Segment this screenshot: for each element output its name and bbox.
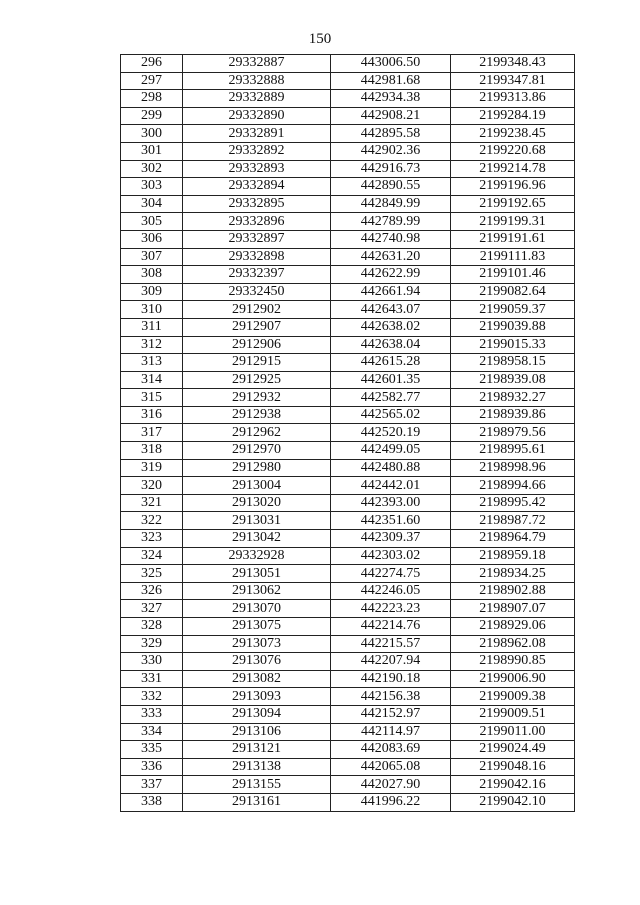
x-coordinate-cell: 442789.99 [331, 213, 451, 231]
x-coordinate-cell: 442114.97 [331, 723, 451, 741]
x-coordinate-cell: 442916.73 [331, 160, 451, 178]
point-id-cell: 29332898 [183, 248, 331, 266]
point-id-cell: 2912962 [183, 424, 331, 442]
point-id-cell: 2913155 [183, 776, 331, 794]
table-row [121, 600, 575, 618]
row-index-cell: 324 [121, 547, 183, 565]
y-coordinate-cell: 2198964.79 [451, 530, 575, 548]
row-index-cell: 314 [121, 371, 183, 389]
x-coordinate-cell: 442601.35 [331, 371, 451, 389]
point-id-cell: 29332450 [183, 283, 331, 301]
row-index-cell: 326 [121, 582, 183, 600]
table-row [121, 266, 575, 284]
row-index-cell: 300 [121, 125, 183, 143]
y-coordinate-cell: 2199042.16 [451, 776, 575, 794]
x-coordinate-cell: 442902.36 [331, 142, 451, 160]
y-coordinate-cell: 2199042.10 [451, 793, 575, 811]
point-id-cell: 29332897 [183, 230, 331, 248]
point-id-cell: 2912970 [183, 442, 331, 460]
point-id-cell: 29332888 [183, 72, 331, 90]
row-index-cell: 320 [121, 477, 183, 495]
x-coordinate-cell: 442895.58 [331, 125, 451, 143]
point-id-cell: 2913070 [183, 600, 331, 618]
point-id-cell: 2913161 [183, 793, 331, 811]
y-coordinate-cell: 2198959.18 [451, 547, 575, 565]
point-id-cell: 29332887 [183, 55, 331, 73]
point-id-cell: 2912980 [183, 459, 331, 477]
point-id-cell: 2913121 [183, 741, 331, 759]
x-coordinate-cell: 442582.77 [331, 389, 451, 407]
row-index-cell: 328 [121, 618, 183, 636]
row-index-cell: 304 [121, 195, 183, 213]
y-coordinate-cell: 2198939.08 [451, 371, 575, 389]
table-row [121, 371, 575, 389]
x-coordinate-cell: 442849.99 [331, 195, 451, 213]
y-coordinate-cell: 2198995.61 [451, 442, 575, 460]
x-coordinate-cell: 442351.60 [331, 512, 451, 530]
point-id-cell: 2913093 [183, 688, 331, 706]
row-index-cell: 306 [121, 230, 183, 248]
row-index-cell: 321 [121, 494, 183, 512]
row-index-cell: 308 [121, 266, 183, 284]
x-coordinate-cell: 442156.38 [331, 688, 451, 706]
point-id-cell: 2913075 [183, 618, 331, 636]
point-id-cell: 2912938 [183, 406, 331, 424]
y-coordinate-cell: 2199111.83 [451, 248, 575, 266]
row-index-cell: 301 [121, 142, 183, 160]
y-coordinate-cell: 2198902.88 [451, 582, 575, 600]
point-id-cell: 2913094 [183, 705, 331, 723]
x-coordinate-cell: 442207.94 [331, 653, 451, 671]
y-coordinate-cell: 2198979.56 [451, 424, 575, 442]
table-row [121, 565, 575, 583]
x-coordinate-cell: 442520.19 [331, 424, 451, 442]
point-id-cell: 2912906 [183, 336, 331, 354]
row-index-cell: 325 [121, 565, 183, 583]
y-coordinate-cell: 2199284.19 [451, 107, 575, 125]
y-coordinate-cell: 2199015.33 [451, 336, 575, 354]
row-index-cell: 315 [121, 389, 183, 407]
table-row [121, 406, 575, 424]
point-id-cell: 29332895 [183, 195, 331, 213]
x-coordinate-cell: 442622.99 [331, 266, 451, 284]
y-coordinate-cell: 2199006.90 [451, 670, 575, 688]
table-row [121, 107, 575, 125]
table-row [121, 424, 575, 442]
x-coordinate-cell: 441996.22 [331, 793, 451, 811]
y-coordinate-cell: 2198990.85 [451, 653, 575, 671]
x-coordinate-cell: 443006.50 [331, 55, 451, 73]
row-index-cell: 329 [121, 635, 183, 653]
point-id-cell: 29332896 [183, 213, 331, 231]
row-index-cell: 319 [121, 459, 183, 477]
x-coordinate-cell: 442152.97 [331, 705, 451, 723]
row-index-cell: 332 [121, 688, 183, 706]
x-coordinate-cell: 442303.02 [331, 547, 451, 565]
row-index-cell: 338 [121, 793, 183, 811]
table-row [121, 477, 575, 495]
y-coordinate-cell: 2199101.46 [451, 266, 575, 284]
table-row [121, 670, 575, 688]
y-coordinate-cell: 2199214.78 [451, 160, 575, 178]
y-coordinate-cell: 2198939.86 [451, 406, 575, 424]
x-coordinate-cell: 442309.37 [331, 530, 451, 548]
table-row [121, 248, 575, 266]
row-index-cell: 330 [121, 653, 183, 671]
point-id-cell: 2913042 [183, 530, 331, 548]
row-index-cell: 317 [121, 424, 183, 442]
table-row [121, 618, 575, 636]
row-index-cell: 299 [121, 107, 183, 125]
table-row [121, 688, 575, 706]
y-coordinate-cell: 2199082.64 [451, 283, 575, 301]
row-index-cell: 327 [121, 600, 183, 618]
y-coordinate-cell: 2199348.43 [451, 55, 575, 73]
coordinates-table-body [121, 55, 575, 812]
table-row [121, 741, 575, 759]
y-coordinate-cell: 2198929.06 [451, 618, 575, 636]
table-row [121, 160, 575, 178]
point-id-cell: 2912925 [183, 371, 331, 389]
point-id-cell: 2913062 [183, 582, 331, 600]
table-row [121, 459, 575, 477]
row-index-cell: 331 [121, 670, 183, 688]
y-coordinate-cell: 2199039.88 [451, 318, 575, 336]
point-id-cell: 29332894 [183, 178, 331, 196]
row-index-cell: 334 [121, 723, 183, 741]
table-row [121, 72, 575, 90]
x-coordinate-cell: 442065.08 [331, 758, 451, 776]
table-row [121, 55, 575, 73]
x-coordinate-cell: 442661.94 [331, 283, 451, 301]
x-coordinate-cell: 442631.20 [331, 248, 451, 266]
table-row [121, 793, 575, 811]
table-row [121, 635, 575, 653]
x-coordinate-cell: 442638.02 [331, 318, 451, 336]
y-coordinate-cell: 2198994.66 [451, 477, 575, 495]
y-coordinate-cell: 2199192.65 [451, 195, 575, 213]
point-id-cell: 29332891 [183, 125, 331, 143]
table-row [121, 336, 575, 354]
y-coordinate-cell: 2199024.49 [451, 741, 575, 759]
table-row [121, 389, 575, 407]
row-index-cell: 313 [121, 354, 183, 372]
table-row [121, 776, 575, 794]
x-coordinate-cell: 442890.55 [331, 178, 451, 196]
x-coordinate-cell: 442214.76 [331, 618, 451, 636]
point-id-cell: 2912902 [183, 301, 331, 319]
row-index-cell: 336 [121, 758, 183, 776]
x-coordinate-cell: 442499.05 [331, 442, 451, 460]
x-coordinate-cell: 442740.98 [331, 230, 451, 248]
x-coordinate-cell: 442274.75 [331, 565, 451, 583]
x-coordinate-cell: 442565.02 [331, 406, 451, 424]
row-index-cell: 323 [121, 530, 183, 548]
y-coordinate-cell: 2199238.45 [451, 125, 575, 143]
table-row [121, 354, 575, 372]
coordinates-table [120, 54, 575, 812]
y-coordinate-cell: 2198998.96 [451, 459, 575, 477]
table-row [121, 653, 575, 671]
row-index-cell: 303 [121, 178, 183, 196]
table-row [121, 283, 575, 301]
row-index-cell: 335 [121, 741, 183, 759]
row-index-cell: 318 [121, 442, 183, 460]
x-coordinate-cell: 442393.00 [331, 494, 451, 512]
table-row [121, 530, 575, 548]
point-id-cell: 29332889 [183, 90, 331, 108]
table-row [121, 301, 575, 319]
row-index-cell: 297 [121, 72, 183, 90]
point-id-cell: 29332397 [183, 266, 331, 284]
table-row [121, 442, 575, 460]
point-id-cell: 2913138 [183, 758, 331, 776]
table-row [121, 582, 575, 600]
y-coordinate-cell: 2198932.27 [451, 389, 575, 407]
page-number: 150 [308, 31, 332, 47]
y-coordinate-cell: 2199347.81 [451, 72, 575, 90]
table-row [121, 195, 575, 213]
point-id-cell: 2913076 [183, 653, 331, 671]
row-index-cell: 333 [121, 705, 183, 723]
y-coordinate-cell: 2199196.96 [451, 178, 575, 196]
x-coordinate-cell: 442615.28 [331, 354, 451, 372]
row-index-cell: 310 [121, 301, 183, 319]
row-index-cell: 302 [121, 160, 183, 178]
point-id-cell: 2913020 [183, 494, 331, 512]
table-row [121, 230, 575, 248]
x-coordinate-cell: 442638.04 [331, 336, 451, 354]
point-id-cell: 2913031 [183, 512, 331, 530]
y-coordinate-cell: 2198995.42 [451, 494, 575, 512]
point-id-cell: 29332928 [183, 547, 331, 565]
point-id-cell: 2913004 [183, 477, 331, 495]
y-coordinate-cell: 2199199.31 [451, 213, 575, 231]
row-index-cell: 337 [121, 776, 183, 794]
table-row [121, 547, 575, 565]
table-row [121, 90, 575, 108]
row-index-cell: 311 [121, 318, 183, 336]
y-coordinate-cell: 2199313.86 [451, 90, 575, 108]
y-coordinate-cell: 2199009.38 [451, 688, 575, 706]
table-row [121, 178, 575, 196]
x-coordinate-cell: 442442.01 [331, 477, 451, 495]
table-row [121, 494, 575, 512]
x-coordinate-cell: 442215.57 [331, 635, 451, 653]
x-coordinate-cell: 442981.68 [331, 72, 451, 90]
table-row [121, 758, 575, 776]
x-coordinate-cell: 442246.05 [331, 582, 451, 600]
table-row [121, 318, 575, 336]
point-id-cell: 2912907 [183, 318, 331, 336]
table-row [121, 142, 575, 160]
y-coordinate-cell: 2198962.08 [451, 635, 575, 653]
x-coordinate-cell: 442190.18 [331, 670, 451, 688]
point-id-cell: 29332890 [183, 107, 331, 125]
x-coordinate-cell: 442908.21 [331, 107, 451, 125]
point-id-cell: 2913106 [183, 723, 331, 741]
point-id-cell: 29332893 [183, 160, 331, 178]
y-coordinate-cell: 2198907.07 [451, 600, 575, 618]
y-coordinate-cell: 2199048.16 [451, 758, 575, 776]
row-index-cell: 298 [121, 90, 183, 108]
point-id-cell: 2912932 [183, 389, 331, 407]
x-coordinate-cell: 442027.90 [331, 776, 451, 794]
table-row [121, 125, 575, 143]
table-row [121, 705, 575, 723]
x-coordinate-cell: 442480.88 [331, 459, 451, 477]
x-coordinate-cell: 442083.69 [331, 741, 451, 759]
point-id-cell: 2912915 [183, 354, 331, 372]
point-id-cell: 2913082 [183, 670, 331, 688]
row-index-cell: 309 [121, 283, 183, 301]
row-index-cell: 322 [121, 512, 183, 530]
x-coordinate-cell: 442223.23 [331, 600, 451, 618]
y-coordinate-cell: 2199059.37 [451, 301, 575, 319]
row-index-cell: 296 [121, 55, 183, 73]
row-index-cell: 305 [121, 213, 183, 231]
x-coordinate-cell: 442643.07 [331, 301, 451, 319]
table-row [121, 213, 575, 231]
y-coordinate-cell: 2199011.00 [451, 723, 575, 741]
point-id-cell: 2913073 [183, 635, 331, 653]
table-row [121, 512, 575, 530]
row-index-cell: 312 [121, 336, 183, 354]
table-row [121, 723, 575, 741]
row-index-cell: 307 [121, 248, 183, 266]
row-index-cell: 316 [121, 406, 183, 424]
point-id-cell: 2913051 [183, 565, 331, 583]
y-coordinate-cell: 2198987.72 [451, 512, 575, 530]
x-coordinate-cell: 442934.38 [331, 90, 451, 108]
y-coordinate-cell: 2199009.51 [451, 705, 575, 723]
point-id-cell: 29332892 [183, 142, 331, 160]
y-coordinate-cell: 2199220.68 [451, 142, 575, 160]
y-coordinate-cell: 2199191.61 [451, 230, 575, 248]
y-coordinate-cell: 2198934.25 [451, 565, 575, 583]
y-coordinate-cell: 2198958.15 [451, 354, 575, 372]
